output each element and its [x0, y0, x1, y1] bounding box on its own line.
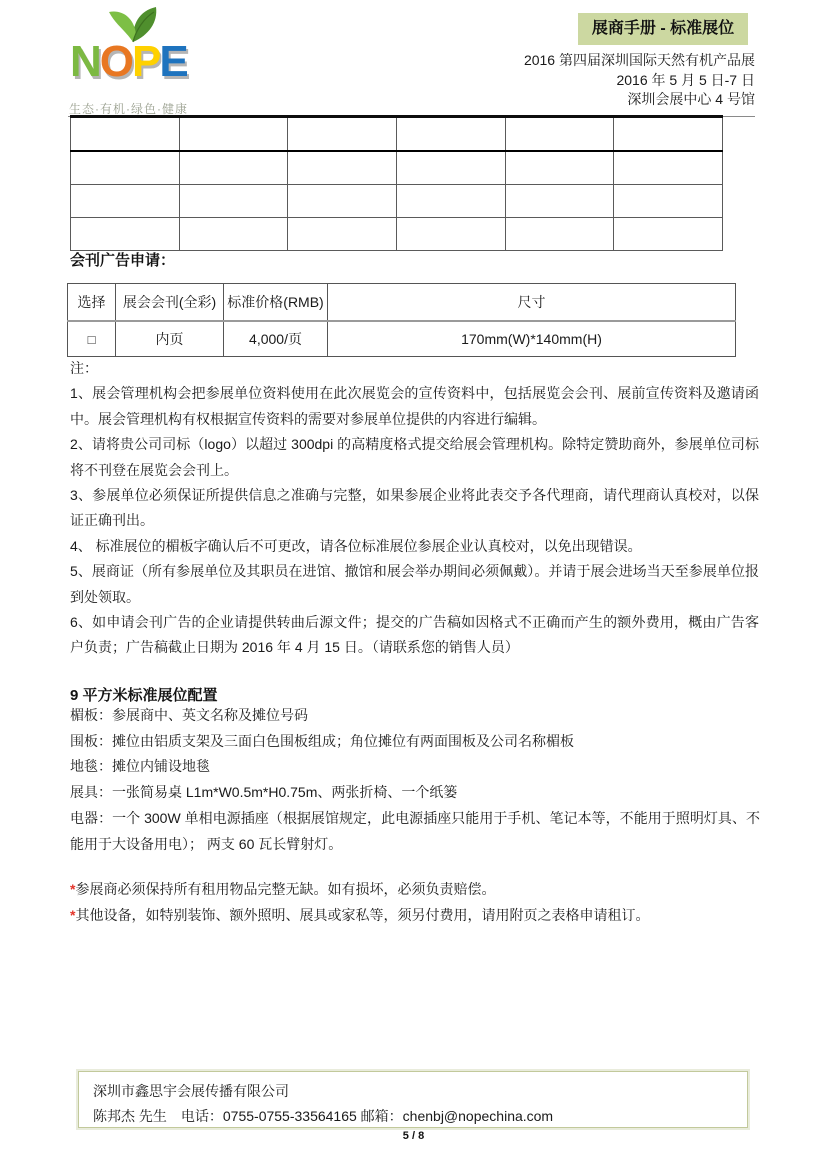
required-asterisk: * [70, 881, 76, 897]
logo-wordmark [70, 37, 187, 86]
page-number: 5 / 8 [402, 1130, 425, 1142]
nope-logo [68, 4, 218, 116]
notes-section [70, 356, 759, 661]
event-venue: 深圳会展中心 4 号馆 [627, 91, 755, 107]
table-row [71, 151, 723, 185]
table-cell[interactable] [179, 185, 288, 218]
table-cell[interactable] [396, 218, 505, 251]
publication-cell: 内页 [116, 321, 224, 357]
warning-text: 其他设备，如特别装饰、额外照明、展具或家私等，须另付费用，请用附页之表格申请租订。 [75, 907, 650, 923]
select-checkbox[interactable]: □ [87, 332, 96, 347]
event-title: 2016 第四届深圳国际天然有机产品展 [523, 52, 755, 68]
warning-item [70, 902, 760, 928]
table-cell[interactable] [288, 185, 397, 218]
event-header [524, 51, 755, 110]
booth-item-furniture: 展具：一张简易桌 L1m*W0.5m*H0.75m、两张折椅、一个纸篓 [70, 784, 458, 801]
table-cell[interactable] [71, 151, 180, 185]
logo-letter-e: E [159, 37, 187, 86]
table-cell[interactable] [614, 218, 723, 251]
table-row [68, 321, 736, 357]
price-cell: 4,000/页 [224, 321, 328, 357]
table-cell[interactable] [396, 151, 505, 185]
size-cell: 170mm(W)*140mm(H) [328, 321, 736, 357]
logo-letter-n: N [70, 37, 100, 86]
empty-form-table [70, 115, 723, 251]
column-header-size: 尺寸 [328, 284, 736, 322]
warning-text: 参展商必须保持所有租用物品完整无缺。如有损坏，必须负责赔偿。 [75, 881, 496, 897]
event-dates: 2016 年 5 月 5 日-7 日 [616, 71, 755, 88]
booth-section-heading: 9 平方米标准展位配置 [70, 687, 218, 704]
contact-details: 陈邦杰 先生 电话：0755-0755-33564165 邮箱：chenbj@nopechina.com [93, 1108, 554, 1124]
table-cell[interactable] [179, 117, 288, 152]
logo-letter-o: O [99, 37, 133, 86]
table-cell[interactable] [288, 151, 397, 185]
table-cell[interactable] [505, 151, 614, 185]
column-header-price: 标准价格(RMB) [224, 284, 328, 322]
ad-price-table [67, 283, 736, 357]
table-row [71, 185, 723, 218]
contact-company: 深圳市鑫思宇会展传播有限公司 [93, 1083, 289, 1099]
column-header-select: 选择 [68, 284, 116, 322]
warning-item [70, 876, 760, 902]
table-cell[interactable] [179, 218, 288, 251]
table-row [71, 117, 723, 152]
table-cell[interactable] [71, 218, 180, 251]
table-cell[interactable] [505, 185, 614, 218]
note-item: 6、如申请会刊广告的企业请提供转曲后源文件；提交的广告稿如因格式不正确而产生的额外费用，概由广告客户负责；广告稿截止日期为 2016 年 4 月 15 日。（请联系您的销售人员） [70, 614, 759, 656]
table-cell[interactable] [505, 117, 614, 152]
booth-item-panels: 围板：摊位由铝质支架及三面白色围板组成；角位摊位有两面围板及公司名称楣板 [70, 732, 574, 749]
required-asterisk: * [70, 907, 76, 923]
booth-config-list [70, 703, 760, 857]
table-cell[interactable] [396, 117, 505, 152]
table-cell[interactable] [288, 117, 397, 152]
logo-tagline: 生态·有机·绿色·健康 [69, 102, 188, 116]
contact-box [78, 1071, 748, 1128]
table-cell[interactable] [396, 185, 505, 218]
table-cell[interactable] [614, 185, 723, 218]
table-cell[interactable] [614, 117, 723, 152]
table-header-row [68, 284, 736, 322]
note-item: 2、请将贵公司司标（logo）以超过 300dpi 的高精度格式提交给展会管理机构。除特定赞助商外，参展单位司标将不刊登在展览会会刊上。 [70, 436, 759, 478]
notes-label: 注： [70, 360, 98, 376]
logo-letter-p: P [132, 37, 160, 86]
manual-badge: 展商手册 - 标准展位 [578, 13, 748, 45]
booth-item-electrical: 电器：一个 300W 单相电源插座（根据展馆规定，此电源插座只能用于手机、笔记本等，不能用于照明灯具、不能用于大设备用电）； 两支 60 瓦长臂射灯。 [70, 809, 760, 852]
warnings-section [70, 876, 760, 928]
note-item: 4、 标准展位的楣板字确认后不可更改，请各位标准展位参展企业认真校对，以免出现错误。 [70, 537, 642, 554]
table-row [71, 218, 723, 251]
table-cell[interactable] [505, 218, 614, 251]
checkbox-cell [68, 321, 116, 357]
booth-item-fascia: 楣板：参展商中、英文名称及摊位号码 [70, 707, 308, 723]
booth-item-carpet: 地毯：摊位内铺设地毯 [70, 758, 210, 775]
note-item: 1、展会管理机构会把参展单位资料使用在此次展览会的宣传资料中，包括展览会会刊、展前宣传资料及邀请函中。展会管理机构有权根据宣传资料的需要对参展单位提供的内容进行编辑。 [70, 385, 759, 427]
table-cell[interactable] [179, 151, 288, 185]
table-cell[interactable] [71, 185, 180, 218]
table-cell[interactable] [288, 218, 397, 251]
ad-section-heading: 会刊广告申请： [70, 252, 176, 269]
table-cell[interactable] [614, 151, 723, 185]
note-item: 3、参展单位必须保证所提供信息之准确与完整，如果参展企业将此表交予各代理商，请代理商认真校对，以保证正确刊出。 [70, 487, 759, 529]
table-cell[interactable] [71, 117, 180, 152]
note-item: 5、展商证（所有参展单位及其职员在进馆、撤馆和展会举办期间必须佩戴）。并请于展会进场当天至参展单位报到处领取。 [70, 563, 759, 605]
column-header-publication: 展会会刊(全彩) [116, 284, 224, 322]
